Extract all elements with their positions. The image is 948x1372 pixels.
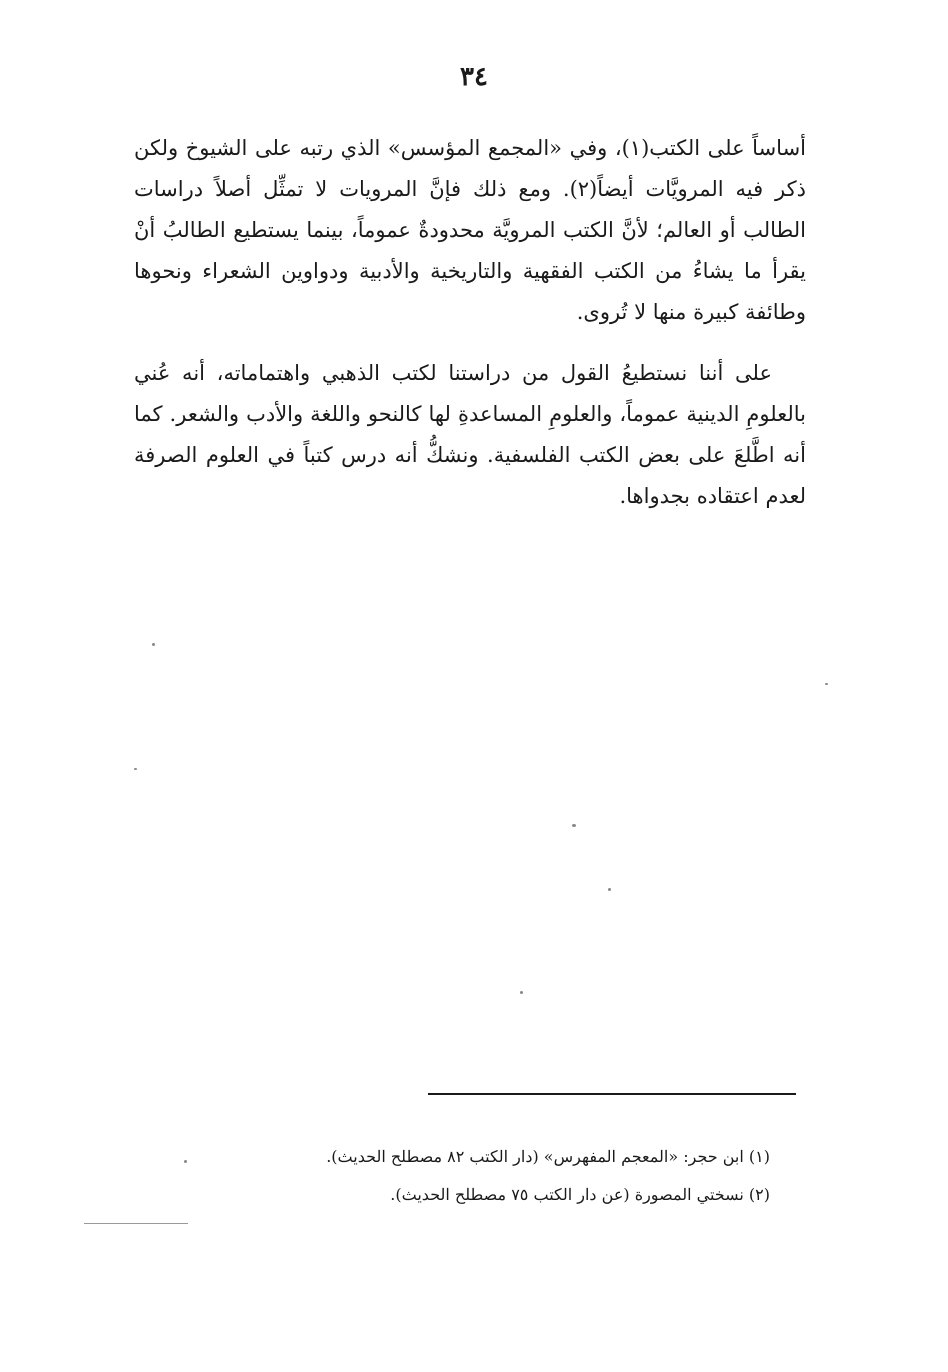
footnote-separator — [428, 1093, 796, 1095]
footnote-2: (٢) نسختي المصورة (عن دار الكتب ٧٥ مصطلح الحديث). — [390, 1185, 770, 1204]
scan-speck — [572, 824, 576, 827]
paragraph-2: على أننا نستطيعُ القول من دراستنا لكتب الذهبي واهتماماته، أنه عُني بالعلومِ الدينية عموماً، والعلومِ المساعدةِ لها كالنحو واللغة والأدب والشعر. كما أنه اطَّلعَ على بعض الكتب الفلسفية. ونشكُّ أنه درس كتباً في العلوم الصرفة لعدم اعتقاده بجدواها. — [134, 361, 806, 508]
page-number: ٣٤ — [460, 62, 488, 92]
scan-speck — [152, 643, 155, 646]
scan-speck — [184, 1160, 187, 1163]
paragraph-1: أساساً على الكتب(١)، وفي «المجمع المؤسس» الذي رتبه على الشيوخ ولكن ذكر فيه المرويَّات أيضاً(٢). ومع ذلك فإنَّ المرويات لا تمثِّل أصلاً دراسات الطالب أو العالم؛ لأنَّ الكتب المرويَّة محدودةٌ عموماً، بينما يستطيع الطالبُ أنْ يقرأ ما يشاءُ من الكتب الفقهية والتاريخية والأدبية ودواوين الشعراء ونحوها وطائفة كبيرة منها لا تُروى. — [134, 136, 806, 324]
scan-speck — [608, 888, 611, 891]
scan-stray-line — [84, 1223, 188, 1224]
footnotes — [200, 1138, 770, 1214]
scan-speck — [134, 768, 137, 770]
scan-speck — [520, 991, 523, 994]
scan-speck — [825, 683, 828, 685]
main-text — [134, 128, 806, 537]
footnote-1: (١) ابن حجر: «المعجم المفهرس» (دار الكتب ٨٢ مصطلح الحديث). — [326, 1147, 770, 1166]
